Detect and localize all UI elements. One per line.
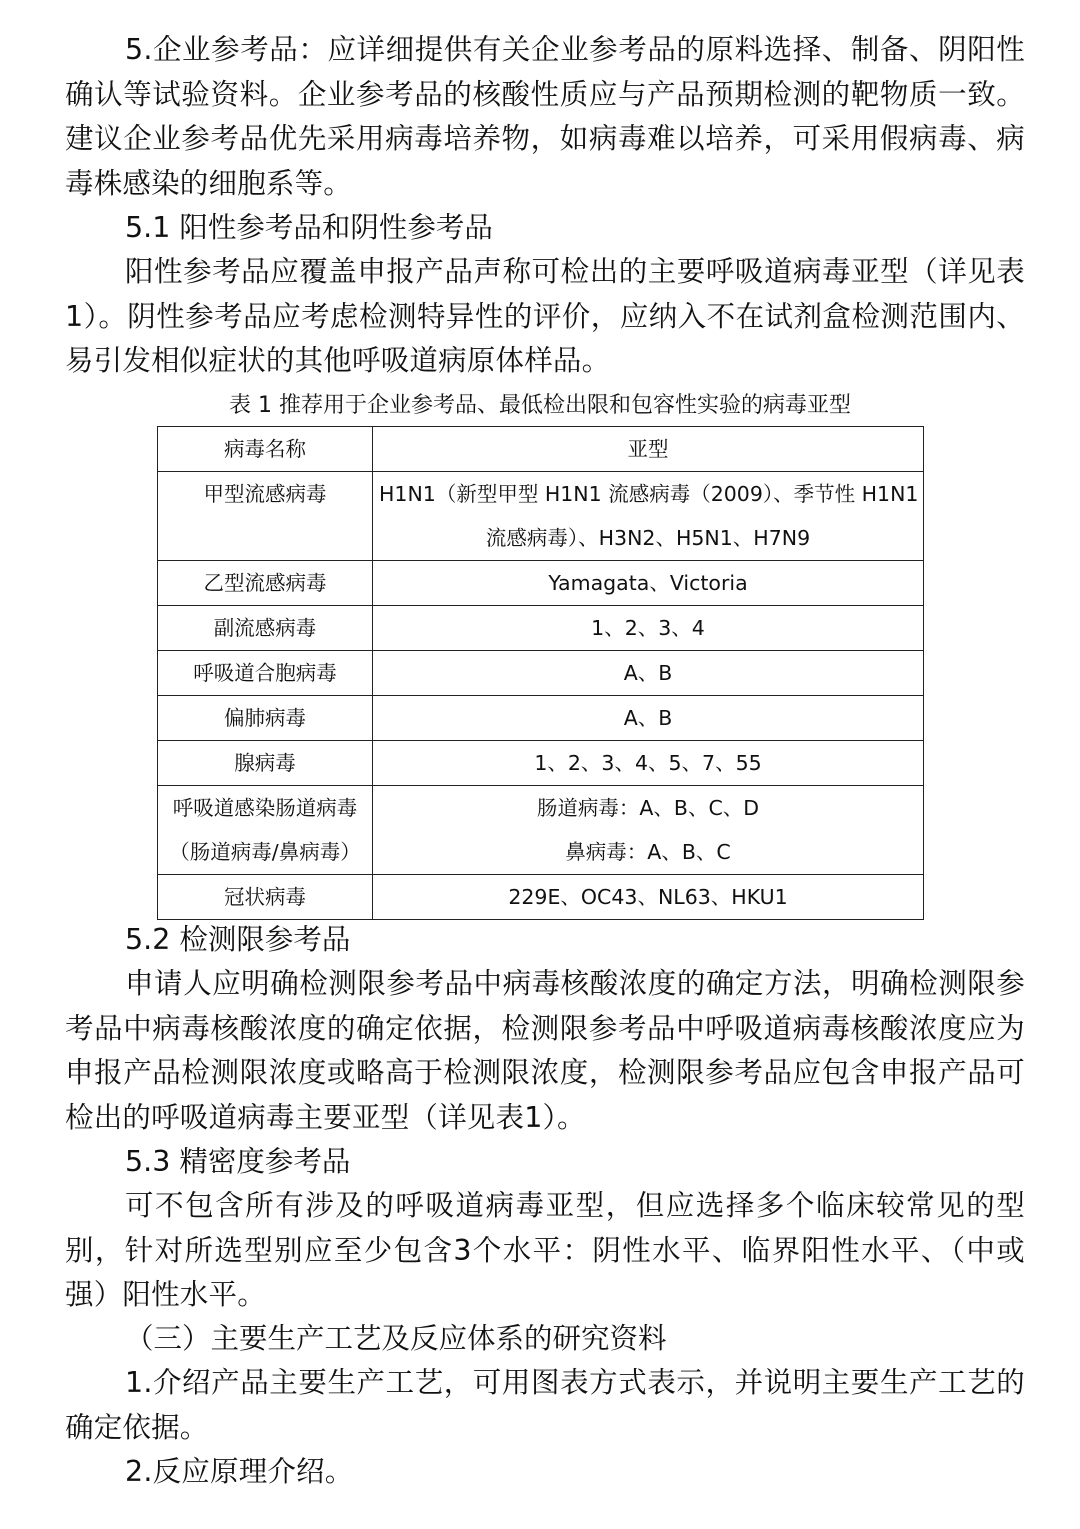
virus-name-text: 冠状病毒 [224,885,306,909]
cell-subtype [373,741,924,786]
cell-virus-name [158,606,373,651]
virus-name-text: 乙型流感病毒 [203,571,327,595]
virus-subtype-table [157,426,924,920]
table-row [158,606,924,651]
section-heading-5-3: 5.3 精密度参考品 [125,1145,351,1178]
table-row [158,472,924,561]
header-subtype: 亚型 [373,427,924,472]
cell-virus-name [158,786,373,875]
subtype-text: A、B [623,706,673,730]
table-row [158,561,924,606]
subtype-text: 1、2、3、4、5、7、55 [534,751,762,775]
subtype-text: H1N1（新型甲型 H1N1 流感病毒（2009）、季节性 H1N1 [379,482,919,506]
virus-name-text: 呼吸道感染肠道病毒 [172,796,358,820]
paragraph-positive-negative-reference: 阳性参考品应覆盖申报产品声称可检出的主要呼吸道病毒亚型（详见表1）。阴性参考品应考虑检测特异性的评价，应纳入不在试剂盒检测范围内、易引发相似症状的其他呼吸道病原体样品。 [65,255,1025,377]
table-row [158,786,924,875]
cell-virus-name [158,875,373,920]
table-body [158,472,924,920]
table-row [158,741,924,786]
subtype-text: 肠道病毒：A、B、C、D [536,796,760,820]
table-row [158,696,924,741]
cell-virus-name [158,472,373,561]
table-header-row [158,427,924,472]
table-row [158,651,924,696]
cell-subtype [373,606,924,651]
paragraph-production-process: 1.介绍产品主要生产工艺，可用图表方式表示，并说明主要生产工艺的确定依据。 [65,1366,1025,1444]
virus-name-text: 副流感病毒 [213,616,317,640]
cell-virus-name [158,651,373,696]
subtype-text: 229E、OC43、NL63、HKU1 [508,885,788,909]
subtype-text: A、B [623,661,673,685]
table-row [158,875,924,920]
cell-subtype [373,786,924,875]
virus-name-text: 甲型流感病毒 [203,482,327,506]
table-caption: 表 1 推荐用于企业参考品、最低检出限和包容性实验的病毒亚型 [229,393,851,418]
paragraph-enterprise-reference: 5.企业参考品：应详细提供有关企业参考品的原料选择、制备、阴阳性确认等试验资料。企业参考品的核酸性质应与产品预期检测的靶物质一致。建议企业参考品优先采用病毒培养物，如病毒难以培养，可采用假病毒、病毒株感染的细胞系等。 [65,33,1025,200]
section-heading-5-1: 5.1 阳性参考品和阴性参考品 [125,211,493,244]
cell-virus-name [158,561,373,606]
section-heading-5-2: 5.2 检测限参考品 [125,923,351,956]
cell-subtype [373,472,924,561]
virus-name-text: 腺病毒 [234,751,296,775]
cell-subtype [373,696,924,741]
section-heading-production-process: （三）主要生产工艺及反应体系的研究资料 [125,1322,667,1355]
cell-subtype [373,561,924,606]
header-virus-name: 病毒名称 [158,427,373,472]
cell-subtype [373,875,924,920]
subtype-text: 鼻病毒：A、B、C [565,840,731,864]
virus-name-text: （肠道病毒/鼻病毒） [169,840,361,864]
subtype-text: 1、2、3、4 [591,616,705,640]
virus-name-text: 呼吸道合胞病毒 [193,661,337,685]
cell-virus-name [158,741,373,786]
virus-name-text: 偏肺病毒 [224,706,306,730]
subtype-text: 流感病毒）、H3N2、H5N1、H7N9 [485,526,811,550]
subtype-text: Yamagata、Victoria [548,571,748,595]
paragraph-precision-reference: 可不包含所有涉及的呼吸道病毒亚型，但应选择多个临床较常见的型别，针对所选型别应至少包含3个水平：阴性水平、临界阳性水平、（中或强）阳性水平。 [65,1189,1025,1311]
paragraph-reaction-principle: 2.反应原理介绍。 [125,1455,354,1488]
cell-virus-name [158,696,373,741]
paragraph-detection-limit-reference: 申请人应明确检测限参考品中病毒核酸浓度的确定方法，明确检测限参考品中病毒核酸浓度的确定依据，检测限参考品中呼吸道病毒核酸浓度应为申报产品检测限浓度或略高于检测限浓度，检测限参考品应包含申报产品可检出的呼吸道病毒主要亚型（详见表1）。 [65,967,1025,1134]
cell-subtype [373,651,924,696]
